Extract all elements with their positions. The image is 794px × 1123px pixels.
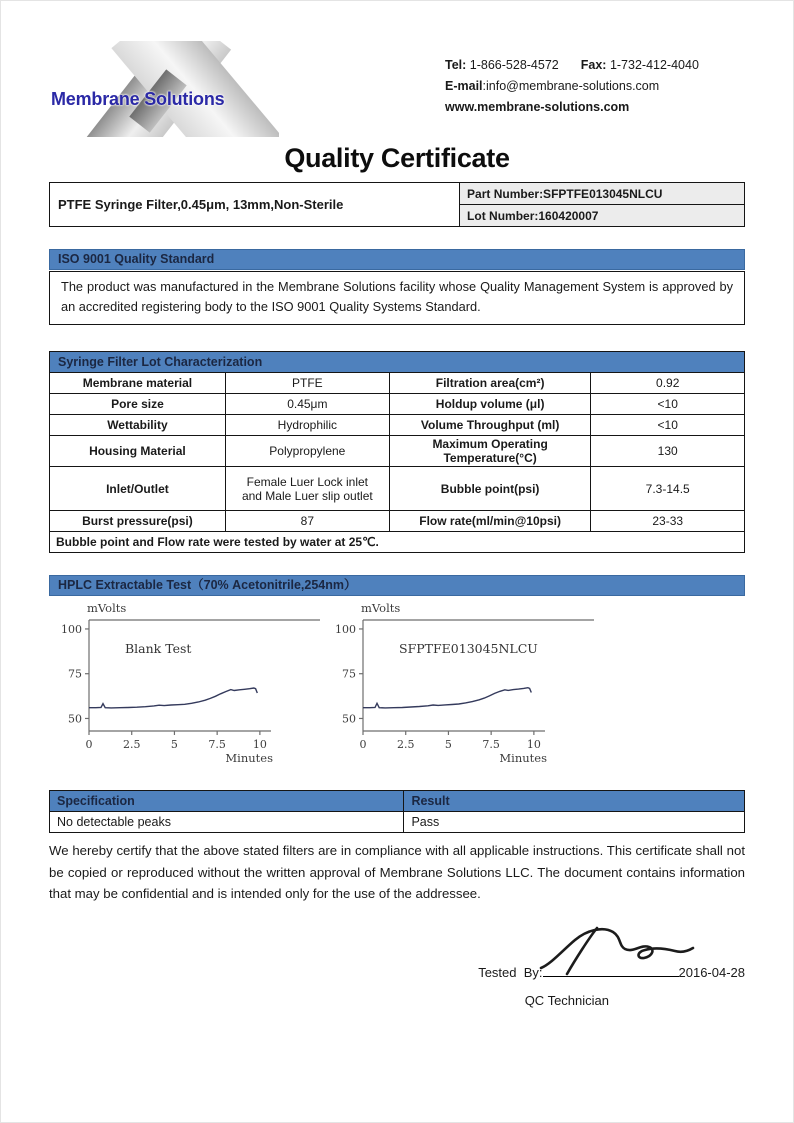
table-row <box>50 812 745 833</box>
hplc-chart-sample <box>333 600 595 776</box>
lot-characterization-table <box>49 351 745 553</box>
table-row <box>50 394 745 415</box>
svg-text:SFPTFE013045NLCU: SFPTFE013045NLCU <box>399 641 538 656</box>
table-row <box>50 467 745 511</box>
svg-text:50: 50 <box>342 712 356 726</box>
lot-label-cell: Inlet/Outlet <box>50 467 226 511</box>
lot-value-cell: 7.3-14.5 <box>591 467 745 511</box>
signature-line <box>543 963 679 977</box>
lot-value-cell: <10 <box>591 415 745 436</box>
svg-text:7.5: 7.5 <box>482 738 500 751</box>
tested-date: 2016-04-28 <box>678 964 745 980</box>
lot-value-cell: PTFE <box>225 373 389 394</box>
svg-text:5: 5 <box>444 738 452 751</box>
lot-label-cell: Maximum Operating Temperature(°C) <box>389 436 591 467</box>
tested-by-row <box>478 963 745 980</box>
lot-section-heading: Syringe Filter Lot Characterization <box>50 352 745 373</box>
lot-label-cell: Housing Material <box>50 436 226 467</box>
lot-label-cell: Volume Throughput (ml) <box>389 415 591 436</box>
spec-value-cell: No detectable peaks <box>50 812 404 833</box>
svg-text:2.5: 2.5 <box>396 738 415 751</box>
lot-label-cell: Bubble point(psi) <box>389 467 591 511</box>
product-table <box>49 182 745 227</box>
svg-text:75: 75 <box>342 667 356 681</box>
result-value-cell: Pass <box>404 812 745 833</box>
lot-label-cell: Holdup volume (μl) <box>389 394 591 415</box>
svg-text:10: 10 <box>526 738 541 751</box>
lot-value-cell: 87 <box>225 511 389 532</box>
product-description: PTFE Syringe Filter,0.45μm, 13mm,Non-Sterile <box>50 183 460 227</box>
iso-section-heading: ISO 9001 Quality Standard <box>49 249 745 270</box>
table-row <box>50 436 745 467</box>
svg-text:2.5: 2.5 <box>122 738 141 751</box>
company-logo <box>49 41 279 137</box>
lot-label-cell: Flow rate(ml/min@10psi) <box>389 511 591 532</box>
lot-footnote: Bubble point and Flow rate were tested by water at 25℃. <box>50 532 745 553</box>
page-header <box>49 41 745 137</box>
tel-number: 1-866-528-4572 <box>469 58 559 72</box>
contact-block <box>445 41 745 118</box>
qc-technician-label: QC Technician <box>524 992 609 1008</box>
certification-statement: We hereby certify that the above stated filters are in compliance with all applicable instructions. This certificate shall not be copied or reproduced without the written approval of Membrane Solutions LLC. The document contains information that may be confidential and is intended only for the use of the addressee. <box>49 843 745 901</box>
fax-number: 1-732-412-4040 <box>609 58 699 72</box>
svg-text:100: 100 <box>61 622 82 636</box>
lot-value-cell: 0.45μm <box>225 394 389 415</box>
lot-value-cell: Hydrophilic <box>225 415 389 436</box>
svg-text:0: 0 <box>85 738 93 751</box>
svg-text:Minutes: Minutes <box>499 751 547 765</box>
specification-table <box>49 790 745 833</box>
hplc-chart-blank-test <box>59 600 321 776</box>
hplc-section-heading: HPLC Extractable Test（70% Acetonitrile,254nm） <box>49 575 745 596</box>
svg-text:5: 5 <box>170 738 178 751</box>
svg-text:mVolts: mVolts <box>361 601 401 615</box>
lot-value-cell: 23-33 <box>591 511 745 532</box>
lot-value-cell: 0.92 <box>591 373 745 394</box>
logo-text: Membrane Solutions <box>51 89 225 109</box>
svg-text:0: 0 <box>359 738 367 751</box>
tested-by-label: Tested By: <box>478 964 543 980</box>
svg-text:50: 50 <box>68 712 82 726</box>
svg-text:10: 10 <box>252 738 267 751</box>
lot-number: Lot Number:160420007 <box>460 205 745 227</box>
lot-label-cell: Wettability <box>50 415 226 436</box>
result-header-cell: Result <box>404 791 745 812</box>
lot-label-cell: Pore size <box>50 394 226 415</box>
signature-area <box>49 927 745 1013</box>
tel-label: Tel: <box>445 58 467 72</box>
svg-text:mVolts: mVolts <box>87 601 127 615</box>
lot-label-cell: Burst pressure(psi) <box>50 511 226 532</box>
email-line <box>445 76 745 97</box>
svg-text:75: 75 <box>68 667 82 681</box>
spec-header-cell: Specification <box>50 791 404 812</box>
lot-label-cell: Membrane material <box>50 373 226 394</box>
lot-value-cell: <10 <box>591 394 745 415</box>
table-row <box>50 511 745 532</box>
lot-label-cell: Filtration area(cm²) <box>389 373 591 394</box>
svg-text:Blank Test: Blank Test <box>125 641 192 656</box>
fax-label: Fax: <box>580 58 607 72</box>
svg-text:100: 100 <box>335 622 356 636</box>
lot-value-cell: 130 <box>591 436 745 467</box>
svg-text:7.5: 7.5 <box>208 738 226 751</box>
hplc-charts <box>59 600 745 776</box>
part-number: Part Number:SFPTFE013045NLCU <box>460 183 745 205</box>
tel-fax-line <box>445 55 745 76</box>
svg-text:Minutes: Minutes <box>225 751 273 765</box>
signature-image <box>523 922 699 978</box>
website-line: www.membrane-solutions.com <box>445 100 630 114</box>
email-label: E-mail <box>445 79 483 93</box>
iso-section-body: The product was manufactured in the Membrane Solutions facility whose Quality Management System is approved by an accredited registering body to the ISO 9001 Quality Systems Standard. <box>49 271 745 325</box>
lot-value-cell: Polypropylene <box>225 436 389 467</box>
email-address: :info@membrane-solutions.com <box>482 79 660 93</box>
lot-value-cell: Female Luer Lock inlet and Male Luer slip outlet <box>225 467 389 511</box>
table-row <box>50 415 745 436</box>
table-row <box>50 373 745 394</box>
page-title: Quality Certificate <box>284 143 510 173</box>
